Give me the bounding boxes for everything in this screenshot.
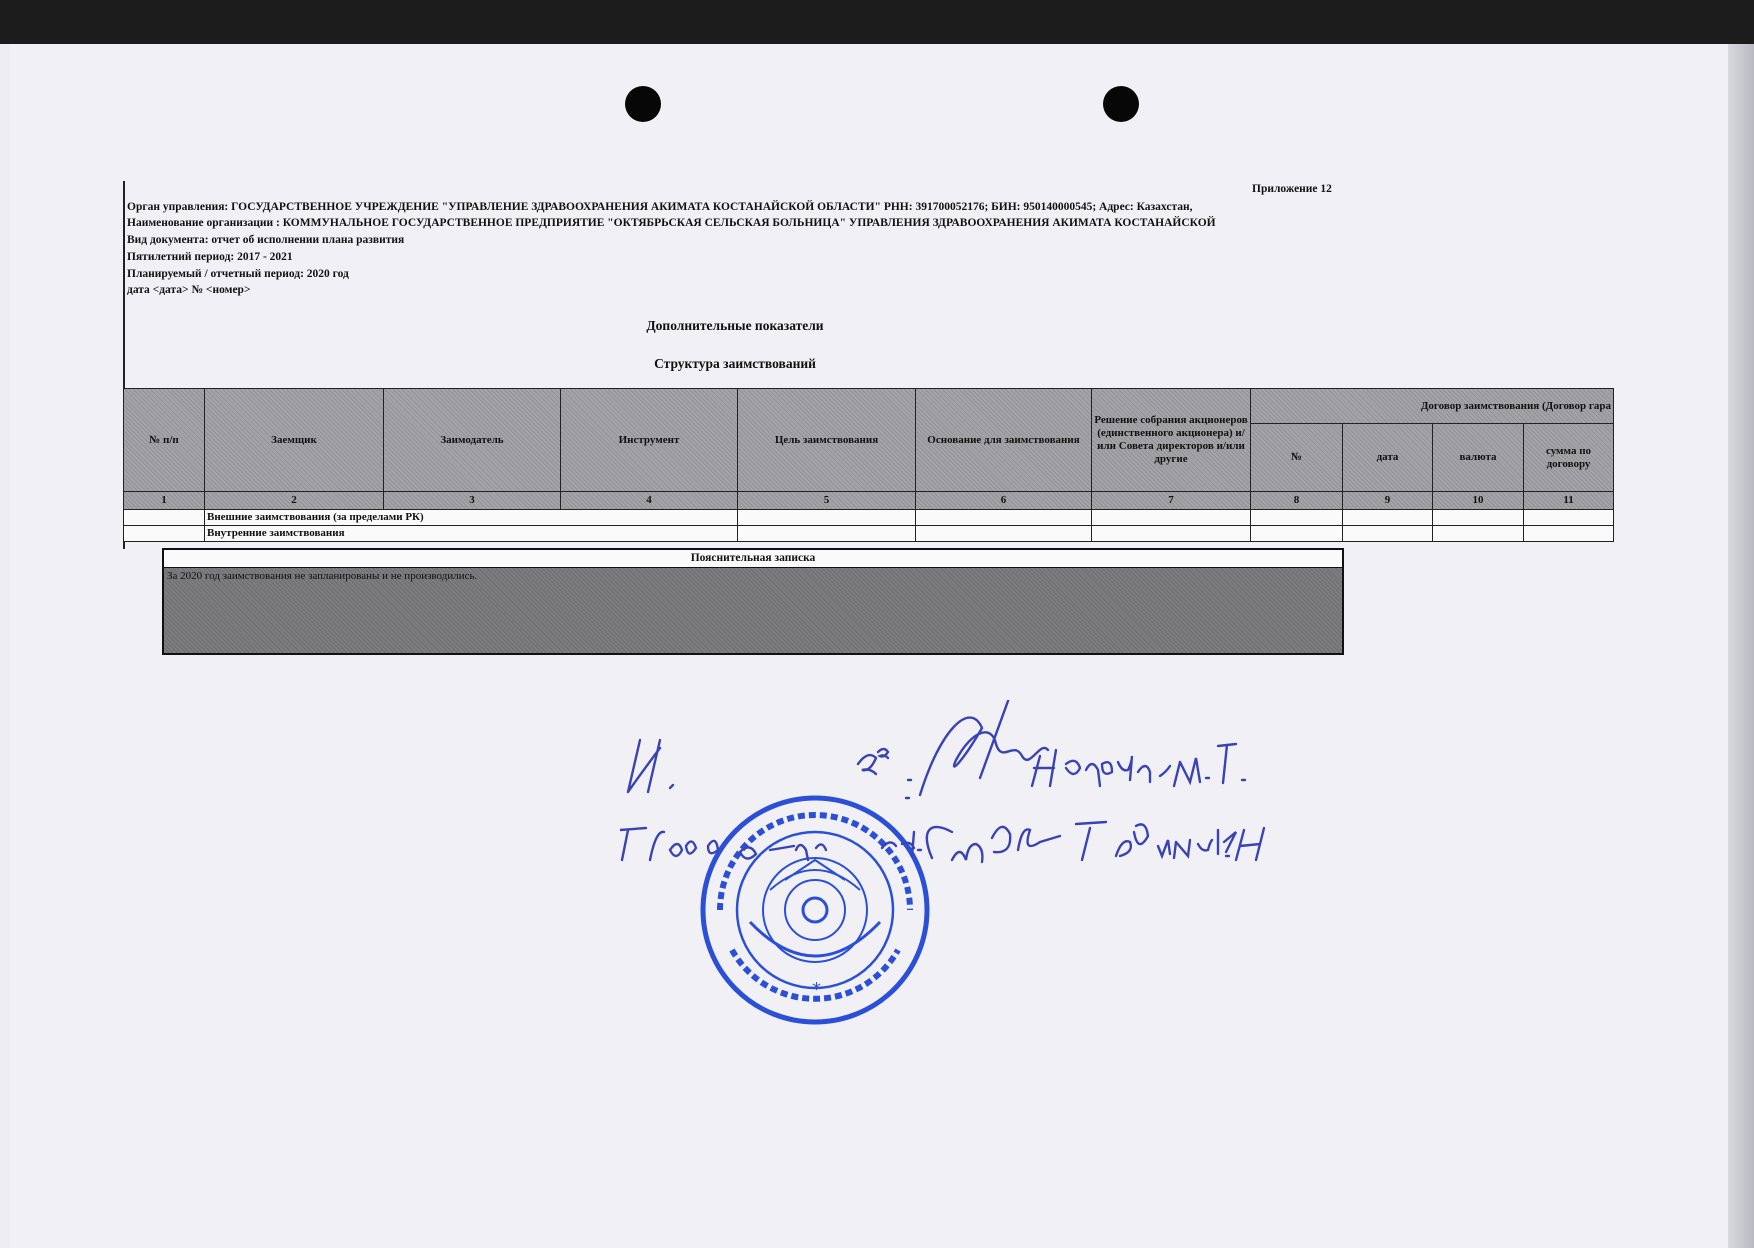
col-header-contract-number: № bbox=[1251, 424, 1343, 492]
table-cell bbox=[1343, 510, 1433, 526]
row-label-external: Внешние заимствования (за пределами РК) bbox=[205, 510, 738, 526]
table-cell bbox=[124, 510, 205, 526]
signatures-and-stamp bbox=[620, 700, 1560, 1040]
table-cell bbox=[738, 526, 916, 542]
doc-type-line: Вид документа: отчет об исполнении плана развития bbox=[127, 234, 405, 246]
col-header-number: № п/п bbox=[124, 389, 205, 492]
organization-line: Наименование организации : КОММУНАЛЬНОЕ ГОСУДАРСТВЕННОЕ ПРЕДПРИЯТИЕ "ОКТЯБРЬСКАЯ СЕЛЬСКАЯ БОЛЬНИЦА" УПРАВЛЕНИЯ ЗДРАВООХРАНЕНИЯ АКИМАТА КОСТАНАЙСКОЙ bbox=[127, 217, 1216, 229]
col-number-cell: 4 bbox=[561, 492, 738, 510]
table-cell bbox=[916, 510, 1092, 526]
table-cell bbox=[1092, 526, 1251, 542]
table-cell bbox=[916, 526, 1092, 542]
col-number-cell: 6 bbox=[916, 492, 1092, 510]
appendix-label: Приложение 12 bbox=[1252, 183, 1332, 195]
borrowings-table bbox=[123, 388, 1614, 542]
explanatory-note bbox=[162, 548, 1344, 655]
col-header-borrower: Заемщик bbox=[205, 389, 384, 492]
svg-text:*: * bbox=[812, 979, 821, 1000]
section-title: Дополнительные показатели bbox=[646, 318, 824, 333]
report-period-line: Планируемый / отчетный период: 2020 год bbox=[127, 268, 349, 280]
col-number-cell: 11 bbox=[1524, 492, 1614, 510]
col-number-cell: 5 bbox=[738, 492, 916, 510]
row-label-internal: Внутренние заимствования bbox=[205, 526, 738, 542]
col-number-cell: 7 bbox=[1092, 492, 1251, 510]
sheet-right-edge bbox=[1728, 44, 1754, 1248]
authority-line: Орган управления: ГОСУДАРСТВЕННОЕ УЧРЕЖДЕНИЕ "УПРАВЛЕНИЕ ЗДРАВООХРАНЕНИЯ АКИМАТА КОСТАНАЙСКОЙ ОБЛАСТИ" РНН: 391700052176; БИН: 950140000545; Адрес: Казахстан, bbox=[127, 201, 1193, 213]
col-header-basis: Основание для заимствования bbox=[916, 389, 1092, 492]
table-cell bbox=[124, 526, 205, 542]
col-number-cell: 10 bbox=[1433, 492, 1524, 510]
five-year-period-line: Пятилетний период: 2017 - 2021 bbox=[127, 251, 293, 263]
official-stamp-icon bbox=[703, 798, 927, 1022]
col-number-cell: 8 bbox=[1251, 492, 1343, 510]
col-header-decision: Решение собрания акционеров (единственного акционера) и/или Совета директоров и/или другие bbox=[1092, 389, 1251, 492]
col-header-instrument: Инструмент bbox=[561, 389, 738, 492]
col-header-purpose: Цель заимствования bbox=[738, 389, 916, 492]
col-group-contract: Договор заимствования (Договор гара bbox=[1251, 389, 1614, 424]
table-title: Структура заимствований bbox=[654, 356, 816, 371]
table-cell bbox=[1092, 510, 1251, 526]
table-row bbox=[124, 526, 1614, 542]
col-number-cell: 3 bbox=[384, 492, 561, 510]
punch-hole bbox=[1103, 86, 1139, 122]
col-header-currency: валюта bbox=[1433, 424, 1524, 492]
col-header-lender: Заимодатель bbox=[384, 389, 561, 492]
date-number-line: дата <дата> № <номер> bbox=[127, 284, 251, 296]
scanner-top-band bbox=[0, 0, 1754, 44]
col-number-cell: 9 bbox=[1343, 492, 1433, 510]
col-number-cell: 2 bbox=[205, 492, 384, 510]
col-header-contract-date: дата bbox=[1343, 424, 1433, 492]
table-cell bbox=[1524, 526, 1614, 542]
table-row bbox=[124, 510, 1614, 526]
col-number-cell: 1 bbox=[124, 492, 205, 510]
table-cell bbox=[1433, 526, 1524, 542]
table-cell bbox=[1433, 510, 1524, 526]
signature-lines-icon bbox=[620, 700, 1264, 862]
table-cell bbox=[738, 510, 916, 526]
table-cell bbox=[1251, 510, 1343, 526]
col-header-contract-amount: сумма по договору bbox=[1524, 424, 1614, 492]
note-text: За 2020 год заимствования не запланированы и не производились. bbox=[164, 568, 1342, 653]
table-cell bbox=[1343, 526, 1433, 542]
table-cell bbox=[1524, 510, 1614, 526]
punch-hole bbox=[625, 86, 661, 122]
note-title: Пояснительная записка bbox=[164, 550, 1342, 568]
table-cell bbox=[1251, 526, 1343, 542]
